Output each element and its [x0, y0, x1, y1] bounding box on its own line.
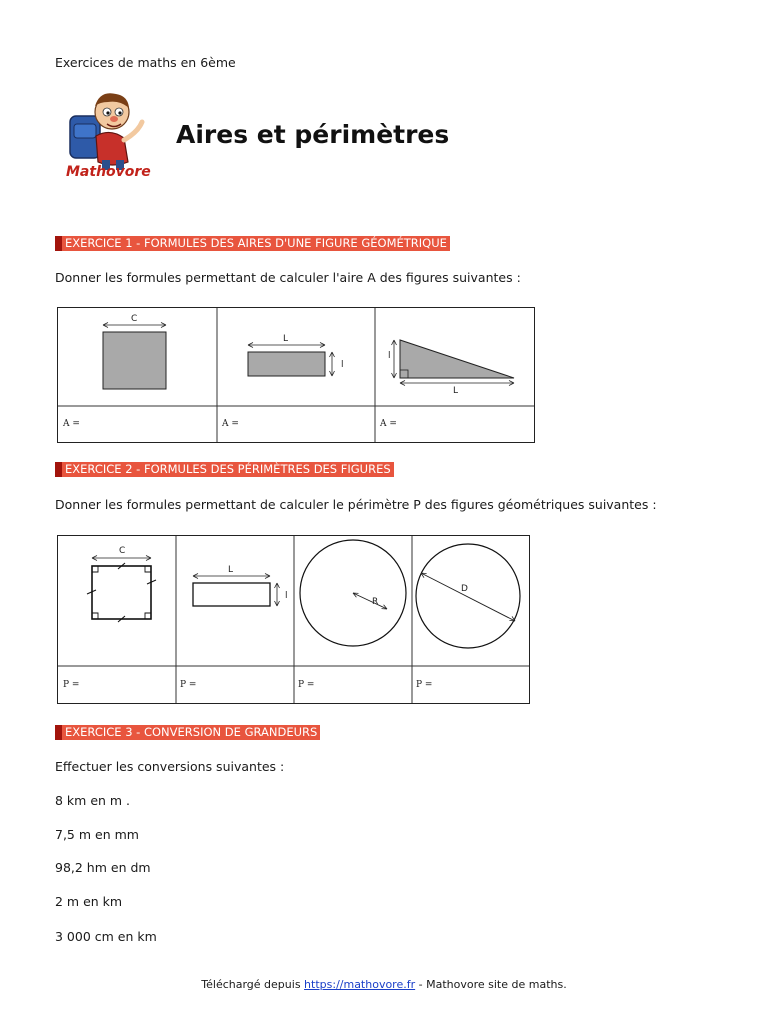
conversion-item: 3 000 cm en km [55, 929, 157, 944]
radius-label: R [372, 597, 379, 607]
perimeter-square-side-label: C [119, 546, 126, 556]
perimeter-rectangle-figure [193, 565, 288, 606]
perimeter-answer-3: P = [298, 680, 315, 690]
footer [0, 978, 768, 991]
perimeter-rect-width-label: l [285, 591, 288, 601]
rect-width-label: l [341, 360, 344, 370]
exercise-3-heading: EXERCICE 3 - CONVERSION DE GRANDEURS [55, 725, 320, 740]
tri-base-label: L [453, 386, 459, 396]
conversion-item: 8 km en m . [55, 793, 131, 808]
logo-text: Mathovore [66, 164, 151, 180]
exercise-1-instruction: Donner les formules permettant de calculer l'aire A des figures suivantes : [55, 270, 521, 285]
exercise-2-heading: EXERCICE 2 - FORMULES DES PÉRIMÈTRES DES FIGURES [55, 462, 394, 477]
rect-length-label: L [283, 334, 289, 344]
circle-diameter-figure [416, 544, 520, 648]
triangle-figure [388, 340, 514, 396]
exercise-3-instruction: Effectuer les conversions suivantes : [55, 759, 285, 774]
tri-height-label: l [388, 351, 391, 361]
footer-prefix: Téléchargé depuis [201, 978, 305, 991]
area-answer-1: A = [63, 419, 80, 429]
footer-link[interactable]: https://mathovore.fr [304, 978, 416, 991]
footer-suffix: - Mathovore site de maths. [415, 978, 567, 991]
perimeter-answer-4: P = [416, 680, 433, 690]
square-figure [103, 314, 166, 389]
exercise-1-heading: EXERCICE 1 - FORMULES DES AIRES D'UNE FIGURE GÉOMÉTRIQUE [55, 236, 450, 251]
square-side-label: C [131, 314, 138, 324]
area-figures-table [57, 307, 535, 443]
perimeter-figures-table [57, 535, 530, 704]
area-answer-2: A = [222, 419, 239, 429]
diameter-label: D [461, 584, 468, 594]
conversion-item: 98,2 hm en dm [55, 860, 151, 875]
perimeter-answer-2: P = [180, 680, 197, 690]
exercise-2-instruction: Donner les formules permettant de calculer le périmètre P des figures géométriques suivantes : [55, 497, 657, 512]
mathovore-logo [62, 88, 160, 188]
document-subtitle: Exercices de maths en 6ème [55, 55, 236, 70]
page-title: Aires et périmètres [176, 120, 450, 149]
circle-radius-figure [300, 540, 406, 646]
conversion-item: 7,5 m en mm [55, 827, 139, 842]
perimeter-square-figure [87, 546, 156, 622]
perimeter-answer-1: P = [63, 680, 80, 690]
conversion-item: 2 m en km [55, 894, 123, 909]
area-answer-3: A = [380, 419, 397, 429]
perimeter-rect-length-label: L [228, 565, 234, 575]
rectangle-figure [248, 334, 344, 376]
